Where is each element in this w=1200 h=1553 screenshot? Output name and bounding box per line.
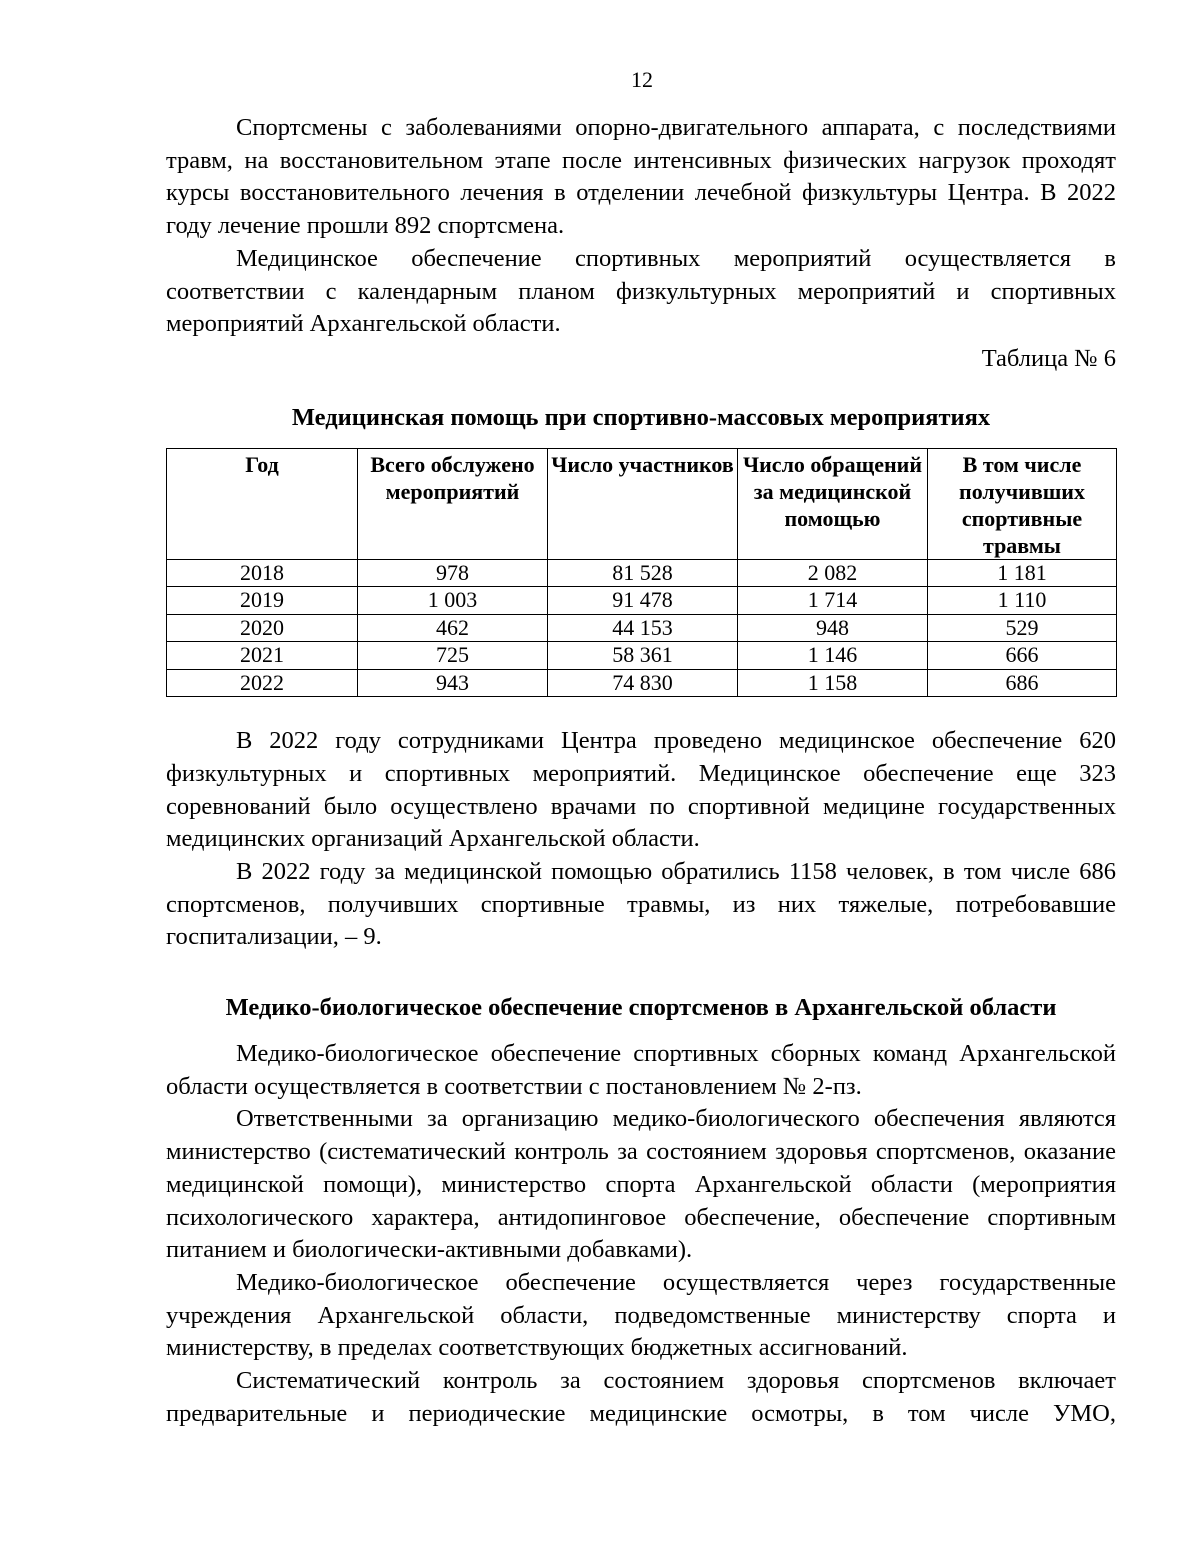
cell-injuries: 666: [928, 642, 1117, 670]
table-row: [167, 669, 1117, 697]
medical-aid-table: [166, 448, 1117, 698]
cell-requests: 2 082: [738, 559, 928, 587]
cell-year: 2021: [167, 642, 358, 670]
paragraph-event-support: Медицинское обеспечение спортивных мероприятий осуществляется в соответствии с календарным планом физкультурных мероприятий и спортивных мероприятий Архангельской области.: [166, 244, 1116, 338]
cell-participants: 74 830: [548, 669, 738, 697]
cell-year: 2022: [167, 669, 358, 697]
cell-injuries: 529: [928, 614, 1117, 642]
paragraph-rehabilitation: Спортсмены с заболеваниями опорно-двигательного аппарата, с последствиями травм, на восстановительном этапе после интенсивных физических нагрузок проходят курсы восстановительного лечения в отделении лечебной физкультуры Центра. В 2022 году лечение прошли 892 спортсмена.: [166, 114, 1116, 240]
cell-participants: 91 478: [548, 587, 738, 615]
cell-events: 1 003: [358, 587, 548, 615]
cell-requests: 1 146: [738, 642, 928, 670]
section-title: Медико-биологическое обеспечение спортсменов в Архангельской области: [225, 994, 1057, 1022]
cell-events: 725: [358, 642, 548, 670]
header-participants: Число участников: [548, 448, 738, 559]
cell-injuries: 686: [928, 669, 1117, 697]
cell-year: 2018: [167, 559, 358, 587]
paragraph-responsible-parties: Ответственными за организацию медико-биологического обеспечения являются министерство (систематический контроль за состоянием здоровья спортсменов, оказание медицинской помощи), министерство спорта Архангельской области (мероприятия психологического характера, антидопинговое обеспечение, обеспечение спортивным питанием и биологически-активными добавками).: [166, 1105, 1116, 1264]
paragraph-events-2022: В 2022 году сотрудниками Центра проведено медицинское обеспечение 620 физкультурных и спортивных мероприятий. Медицинское обеспечение еще 323 соревнований было осуществлено врачами по спортивной медицине государственных медицинских организаций Архангельской области.: [166, 727, 1116, 853]
table-label: Таблица № 6: [981, 344, 1116, 372]
table-row: [167, 587, 1117, 615]
cell-events: 978: [358, 559, 548, 587]
cell-participants: 58 361: [548, 642, 738, 670]
document-body: [166, 112, 1116, 1430]
cell-participants: 44 153: [548, 614, 738, 642]
table-row: [167, 642, 1117, 670]
paragraph-requests-2022: В 2022 году за медицинской помощью обратились 1158 человек, в том числе 686 спортсменов, получивших спортивные травмы, из них тяжелые, потребовавшие госпитализации, – 9.: [166, 857, 1116, 951]
results-section: [166, 725, 1116, 954]
cell-requests: 1 714: [738, 587, 928, 615]
table-row: [167, 614, 1117, 642]
table-row: [167, 559, 1117, 587]
cell-year: 2019: [167, 587, 358, 615]
cell-injuries: 1 181: [928, 559, 1117, 587]
cell-requests: 1 158: [738, 669, 928, 697]
cell-events: 462: [358, 614, 548, 642]
cell-injuries: 1 110: [928, 587, 1117, 615]
cell-year: 2020: [167, 614, 358, 642]
page-number: 12: [631, 67, 653, 92]
paragraph-biomedical-support: Медико-биологическое обеспечение спортивных сборных команд Архангельской области осуществляется в соответствии с постановлением № 2-пз.: [166, 1040, 1116, 1100]
header-injuries: В том числе получивших спортивные травмы: [928, 448, 1117, 559]
paragraph-institutions: Медико-биологическое обеспечение осуществляется через государственные учреждения Архангельской области, подведомственные министерству спорта и министерству, в пределах соответствующих бюджетных ассигнований.: [166, 1268, 1116, 1362]
table-header-row: [167, 448, 1117, 559]
cell-participants: 81 528: [548, 559, 738, 587]
header-year: Год: [167, 448, 358, 559]
table-title: Медицинская помощь при спортивно-массовых мероприятиях: [291, 403, 991, 431]
cell-requests: 948: [738, 614, 928, 642]
header-events-served: Всего обслужено мероприятий: [358, 448, 548, 559]
paragraph-health-monitoring: Систематический контроль за состоянием здоровья спортсменов включает предварительные и периодические медицинские осмотры, в том числе УМО,: [166, 1367, 1116, 1427]
header-requests: Число обращений за медицинской помощью: [738, 448, 928, 559]
cell-events: 943: [358, 669, 548, 697]
